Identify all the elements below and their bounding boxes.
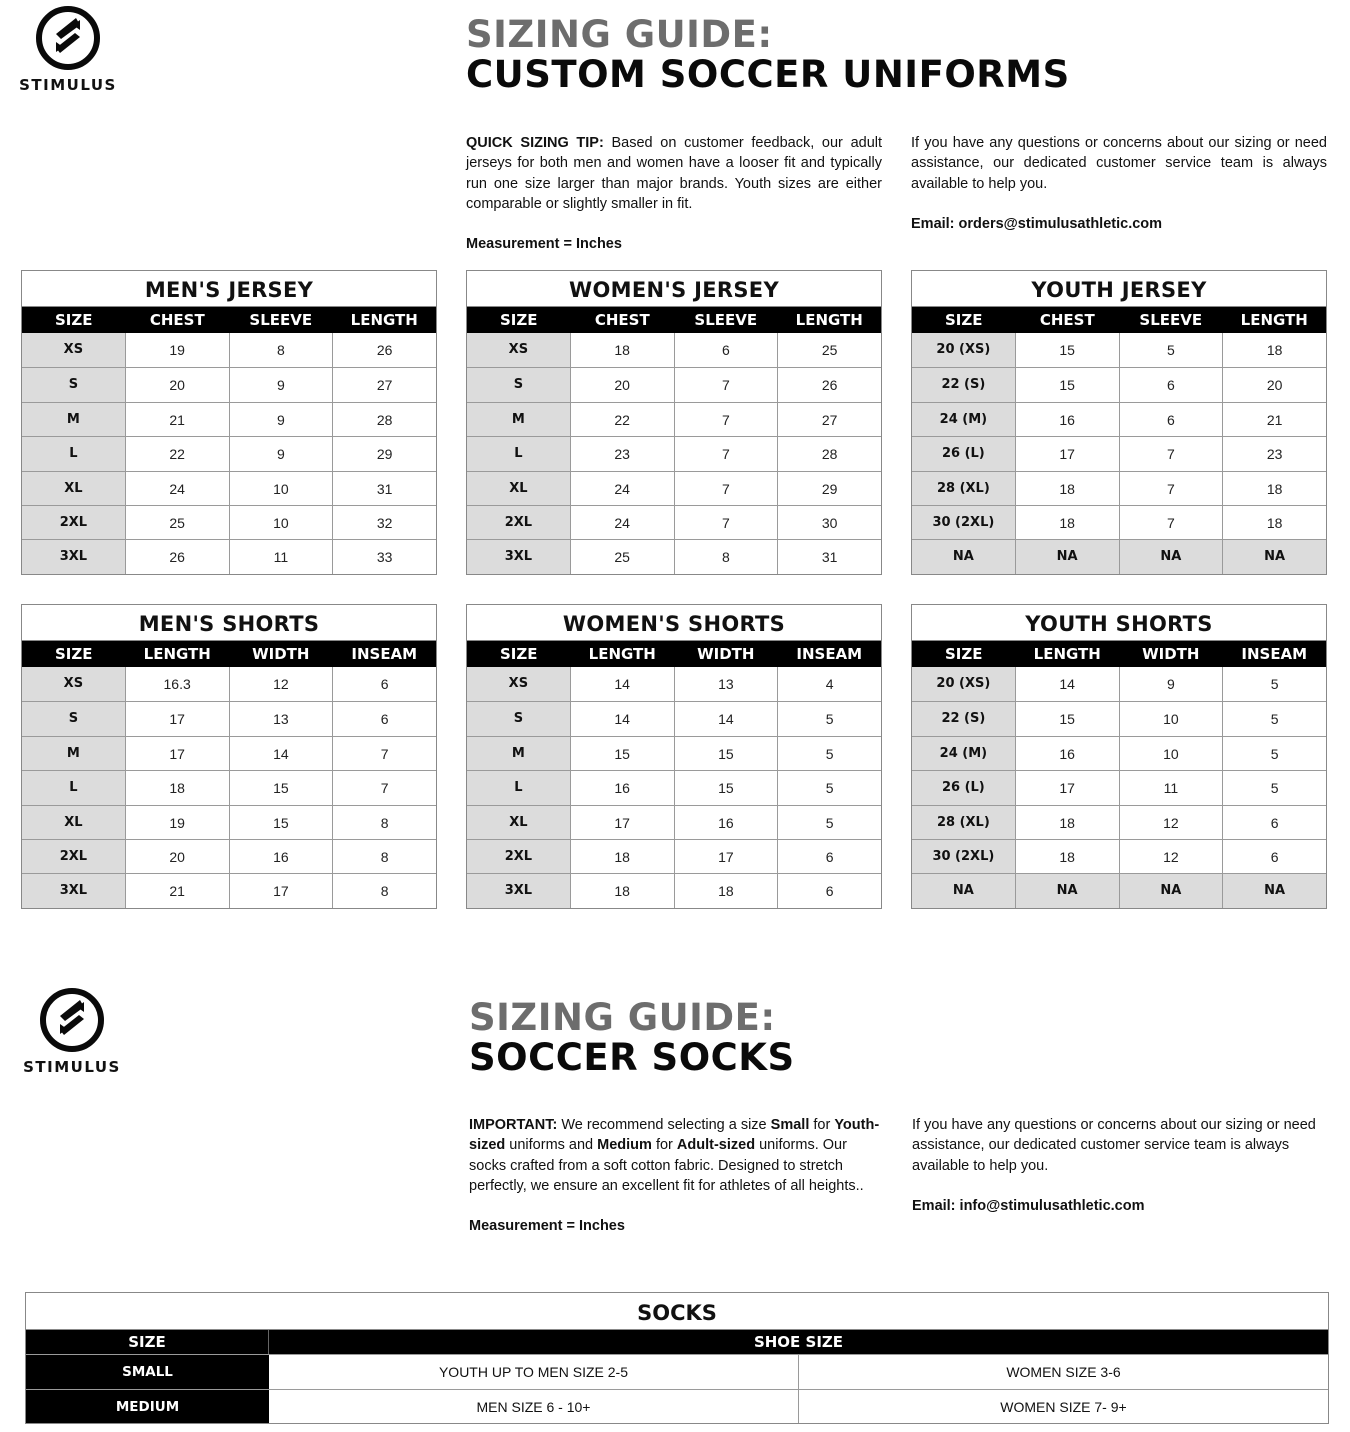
value-cell: 5 <box>1119 333 1223 367</box>
value-cell: 6 <box>1119 403 1223 436</box>
value-cell: 15 <box>570 737 674 770</box>
table-title: YOUTH SHORTS <box>912 605 1326 641</box>
value-cell: 27 <box>777 403 881 436</box>
column-header-length: LENGTH <box>350 311 418 329</box>
value-cell: 7 <box>674 472 778 505</box>
value-cell: 5 <box>777 702 881 735</box>
value-cell: 14 <box>229 737 333 770</box>
value-cell: 27 <box>332 368 436 401</box>
value-cell: 7 <box>1119 437 1223 470</box>
size-cell: 20 (XS) <box>912 667 1015 701</box>
column-header-length: LENGTH <box>1240 311 1308 329</box>
value-cell: 8 <box>332 840 436 873</box>
size-cell: 30 (2XL) <box>912 506 1015 539</box>
table-row <box>912 505 1326 539</box>
socks-title-line2: SOCCER SOCKS <box>469 1036 795 1079</box>
value-cell: 5 <box>1222 702 1326 735</box>
size-cell: 3XL <box>467 540 570 573</box>
table-body <box>912 333 1326 574</box>
uniforms-title <box>466 13 1070 96</box>
value-cell: 12 <box>1119 806 1223 839</box>
value-cell: 7 <box>332 737 436 770</box>
value-cell: 16 <box>570 771 674 804</box>
women-s-jersey-table <box>466 270 882 575</box>
value-cell: 15 <box>229 771 333 804</box>
stimulus-s-logo-icon <box>38 986 106 1054</box>
value-cell: 18 <box>1222 333 1326 367</box>
size-cell: 2XL <box>22 840 125 873</box>
value-cell: 20 <box>125 840 229 873</box>
column-header-size: SIZE <box>944 311 983 329</box>
table-row <box>912 471 1326 505</box>
value-cell: 21 <box>125 874 229 907</box>
value-cell: 8 <box>332 806 436 839</box>
socks-shoe-cell: YOUTH UP TO MEN SIZE 2-5 <box>438 1364 629 1380</box>
socks-header-shoe-size: SHOE SIZE <box>753 1333 844 1351</box>
size-cell: 24 (M) <box>912 737 1015 770</box>
column-header-length: LENGTH <box>143 645 211 663</box>
column-header-length: LENGTH <box>795 311 863 329</box>
value-cell: 18 <box>125 771 229 804</box>
value-cell: 28 <box>332 403 436 436</box>
men-s-jersey-table <box>21 270 437 575</box>
size-cell: XL <box>22 806 125 839</box>
value-cell: 8 <box>332 874 436 907</box>
value-cell: 17 <box>674 840 778 873</box>
size-cell: M <box>22 403 125 436</box>
value-cell: 18 <box>570 333 674 367</box>
value-cell: 7 <box>674 368 778 401</box>
value-cell: 9 <box>229 368 333 401</box>
table-row <box>912 402 1326 436</box>
size-cell: 3XL <box>22 874 125 907</box>
value-cell: 6 <box>1222 840 1326 873</box>
value-cell: 24 <box>570 506 674 539</box>
size-cell: S <box>22 702 125 735</box>
value-cell: 18 <box>570 874 674 907</box>
table-header <box>22 641 436 667</box>
stimulus-s-logo-icon <box>34 4 102 72</box>
value-cell: 5 <box>777 806 881 839</box>
table-body <box>22 333 436 574</box>
value-cell: 10 <box>229 506 333 539</box>
table-row <box>467 471 881 505</box>
table-row <box>22 367 436 401</box>
tip-label: QUICK SIZING TIP: <box>466 135 604 151</box>
table-row <box>467 333 881 367</box>
table-row <box>467 539 881 573</box>
value-cell: 29 <box>332 437 436 470</box>
socks-table-header <box>26 1330 1328 1354</box>
value-cell: 32 <box>332 506 436 539</box>
stimulus-logo-2 <box>22 986 122 1076</box>
column-header-size: SIZE <box>499 311 538 329</box>
value-cell: 9 <box>229 437 333 470</box>
table-row <box>912 839 1326 873</box>
socks-table-title: SOCKS <box>26 1293 1328 1330</box>
column-header-sleeve: SLEEVE <box>694 311 758 329</box>
value-cell: 16 <box>674 806 778 839</box>
table-header <box>912 641 1326 667</box>
size-cell: XS <box>467 667 570 701</box>
table-body <box>912 667 1326 908</box>
value-cell: 12 <box>229 667 333 701</box>
table-row <box>912 873 1326 907</box>
column-header-width: WIDTH <box>1142 645 1200 663</box>
table-row <box>467 402 881 436</box>
size-cell: L <box>22 437 125 470</box>
value-cell: 10 <box>1119 737 1223 770</box>
table-header <box>467 307 881 333</box>
value-cell: 5 <box>1222 667 1326 701</box>
table-row <box>22 471 436 505</box>
table-row <box>22 805 436 839</box>
table-row <box>467 667 881 701</box>
value-cell: 20 <box>125 368 229 401</box>
value-cell: 16 <box>1015 737 1119 770</box>
stimulus-logo <box>18 4 118 94</box>
value-cell: 7 <box>674 437 778 470</box>
value-cell: 7 <box>674 403 778 436</box>
value-cell: 15 <box>1015 702 1119 735</box>
value-cell: 15 <box>674 737 778 770</box>
table-row <box>22 436 436 470</box>
column-header-inseam: INSEAM <box>796 645 863 663</box>
table-row <box>912 436 1326 470</box>
value-cell: 6 <box>332 702 436 735</box>
value-cell: 7 <box>1119 506 1223 539</box>
size-cell: 22 (S) <box>912 368 1015 401</box>
socks-email[interactable]: Email: info@stimulusathletic.com <box>912 1198 1145 1214</box>
brand-name-2: STIMULUS <box>23 1058 121 1076</box>
value-cell: 14 <box>570 702 674 735</box>
column-header-sleeve: SLEEVE <box>1139 311 1203 329</box>
value-cell: 6 <box>777 840 881 873</box>
value-cell: 5 <box>777 737 881 770</box>
table-row <box>912 333 1326 367</box>
socks-title <box>469 996 795 1079</box>
value-cell: 16 <box>229 840 333 873</box>
value-cell: 21 <box>1222 403 1326 436</box>
value-cell: 14 <box>674 702 778 735</box>
table-row <box>467 770 881 804</box>
value-cell: 23 <box>1222 437 1326 470</box>
value-cell: 10 <box>229 472 333 505</box>
column-header-size: SIZE <box>944 645 983 663</box>
column-header-length: LENGTH <box>1033 645 1101 663</box>
size-cell: NA <box>912 540 1015 573</box>
value-cell: NA <box>1015 874 1119 907</box>
value-cell: 18 <box>1015 840 1119 873</box>
value-cell: 22 <box>125 437 229 470</box>
value-cell: NA <box>1119 540 1223 573</box>
table-title: MEN'S SHORTS <box>22 605 436 641</box>
size-cell: 24 (M) <box>912 403 1015 436</box>
table-body <box>467 333 881 574</box>
column-header-length: LENGTH <box>588 645 656 663</box>
socks-shoe-cell: WOMEN SIZE 7- 9+ <box>798 1390 1328 1424</box>
table-row <box>912 805 1326 839</box>
size-cell: S <box>467 368 570 401</box>
table-row <box>22 333 436 367</box>
table-row <box>22 667 436 701</box>
value-cell: 18 <box>674 874 778 907</box>
size-cell: S <box>22 368 125 401</box>
size-cell: XL <box>467 472 570 505</box>
table-row <box>467 701 881 735</box>
value-cell: 5 <box>1222 737 1326 770</box>
table-row <box>22 701 436 735</box>
value-cell: 16.3 <box>125 667 229 701</box>
table-row <box>467 839 881 873</box>
value-cell: 10 <box>1119 702 1223 735</box>
value-cell: 21 <box>125 403 229 436</box>
value-cell: 17 <box>125 737 229 770</box>
value-cell: 31 <box>777 540 881 573</box>
table-row <box>467 367 881 401</box>
table-header <box>912 307 1326 333</box>
size-cell: XL <box>467 806 570 839</box>
table-title: MEN'S JERSEY <box>22 271 436 307</box>
table-row <box>26 1354 1328 1389</box>
value-cell: 9 <box>1119 667 1223 701</box>
size-cell: L <box>22 771 125 804</box>
value-cell: 6 <box>674 333 778 367</box>
table-row <box>467 736 881 770</box>
table-row <box>22 505 436 539</box>
value-cell: 26 <box>125 540 229 573</box>
value-cell: 19 <box>125 333 229 367</box>
size-cell: S <box>467 702 570 735</box>
value-cell: 6 <box>1222 806 1326 839</box>
value-cell: 5 <box>777 771 881 804</box>
table-body <box>22 667 436 908</box>
value-cell: 18 <box>1015 506 1119 539</box>
socks-header-size: SIZE <box>26 1330 269 1354</box>
value-cell: 12 <box>1119 840 1223 873</box>
value-cell: NA <box>1222 874 1326 907</box>
column-header-width: WIDTH <box>252 645 310 663</box>
value-cell: 8 <box>674 540 778 573</box>
socks-shoe-cell: MEN SIZE 6 - 10+ <box>476 1398 591 1415</box>
value-cell: 7 <box>674 506 778 539</box>
size-cell: 30 (2XL) <box>912 840 1015 873</box>
value-cell: NA <box>1015 540 1119 573</box>
socks-measurement: Measurement = Inches <box>469 1218 625 1234</box>
table-row <box>912 701 1326 735</box>
value-cell: 23 <box>570 437 674 470</box>
size-cell: 2XL <box>467 840 570 873</box>
column-header-chest: CHEST <box>1039 311 1095 329</box>
socks-title-line1: SIZING GUIDE: <box>469 996 776 1039</box>
tip-text: Based on customer feedback, our adult jerseys for both men and women have a looser fit and typically run one size larger than major brands. Youth sizes are either comparable or slightly smaller in fit. <box>466 135 883 212</box>
value-cell: 6 <box>1119 368 1223 401</box>
socks-size-cell: MEDIUM <box>26 1390 269 1424</box>
size-cell: XS <box>22 667 125 701</box>
value-cell: 17 <box>570 806 674 839</box>
value-cell: 9 <box>229 403 333 436</box>
column-header-inseam: INSEAM <box>1241 645 1308 663</box>
value-cell: 17 <box>125 702 229 735</box>
socks-size-table <box>25 1292 1329 1424</box>
table-row <box>912 367 1326 401</box>
value-cell: 7 <box>1119 472 1223 505</box>
value-cell: 6 <box>332 667 436 701</box>
size-cell: M <box>467 403 570 436</box>
value-cell: 30 <box>777 506 881 539</box>
value-cell: NA <box>1222 540 1326 573</box>
column-header-size: SIZE <box>54 311 93 329</box>
value-cell: 31 <box>332 472 436 505</box>
size-cell: L <box>467 437 570 470</box>
uniforms-measurement: Measurement = Inches <box>466 236 622 252</box>
value-cell: 17 <box>229 874 333 907</box>
size-cell: 22 (S) <box>912 702 1015 735</box>
table-row <box>22 736 436 770</box>
socks-shoe-cell: WOMEN SIZE 3-6 <box>798 1355 1328 1389</box>
size-cell: XS <box>467 333 570 367</box>
value-cell: 15 <box>1015 333 1119 367</box>
table-row <box>26 1389 1328 1424</box>
column-header-inseam: INSEAM <box>351 645 418 663</box>
value-cell: 15 <box>1015 368 1119 401</box>
uniforms-email[interactable]: Email: orders@stimulusathletic.com <box>911 216 1163 232</box>
value-cell: 18 <box>1015 472 1119 505</box>
value-cell: 4 <box>777 667 881 701</box>
size-cell: XS <box>22 333 125 367</box>
table-body <box>467 667 881 908</box>
value-cell: 15 <box>229 806 333 839</box>
value-cell: 26 <box>332 333 436 367</box>
table-row <box>467 873 881 907</box>
size-cell: 26 (L) <box>912 437 1015 470</box>
size-cell: 3XL <box>467 874 570 907</box>
size-cell: L <box>467 771 570 804</box>
table-row <box>22 873 436 907</box>
value-cell: 18 <box>1222 472 1326 505</box>
table-row <box>912 539 1326 573</box>
value-cell: 17 <box>1015 437 1119 470</box>
table-row <box>22 402 436 436</box>
value-cell: 7 <box>332 771 436 804</box>
value-cell: 15 <box>674 771 778 804</box>
value-cell: 14 <box>570 667 674 701</box>
table-row <box>912 736 1326 770</box>
women-s-shorts-table <box>466 604 882 909</box>
column-header-chest: CHEST <box>149 311 205 329</box>
value-cell: 28 <box>777 437 881 470</box>
value-cell: 25 <box>777 333 881 367</box>
value-cell: 19 <box>125 806 229 839</box>
column-header-sleeve: SLEEVE <box>249 311 313 329</box>
size-cell: NA <box>912 874 1015 907</box>
value-cell: 25 <box>125 506 229 539</box>
value-cell: 13 <box>229 702 333 735</box>
value-cell: NA <box>1119 874 1223 907</box>
youth-jersey-table <box>911 270 1327 575</box>
size-cell: 28 (XL) <box>912 472 1015 505</box>
table-row <box>912 770 1326 804</box>
table-title: WOMEN'S SHORTS <box>467 605 881 641</box>
value-cell: 11 <box>229 540 333 573</box>
size-cell: M <box>467 737 570 770</box>
size-cell: M <box>22 737 125 770</box>
value-cell: 20 <box>570 368 674 401</box>
uniforms-sizing-tip <box>466 133 882 214</box>
table-row <box>22 539 436 573</box>
value-cell: 16 <box>1015 403 1119 436</box>
size-cell: 3XL <box>22 540 125 573</box>
value-cell: 5 <box>1222 771 1326 804</box>
value-cell: 17 <box>1015 771 1119 804</box>
table-row <box>467 805 881 839</box>
size-cell: XL <box>22 472 125 505</box>
size-cell: 20 (XS) <box>912 333 1015 367</box>
uniforms-contact-text: If you have any questions or concerns about our sizing or need assistance, our dedicated customer service team is always available to help you. <box>911 135 1327 192</box>
value-cell: 22 <box>570 403 674 436</box>
table-row <box>467 505 881 539</box>
value-cell: 8 <box>229 333 333 367</box>
value-cell: 11 <box>1119 771 1223 804</box>
uniforms-title-line1: SIZING GUIDE: <box>466 13 773 56</box>
value-cell: 24 <box>125 472 229 505</box>
value-cell: 24 <box>570 472 674 505</box>
table-row <box>467 436 881 470</box>
value-cell: 25 <box>570 540 674 573</box>
size-cell: 2XL <box>467 506 570 539</box>
men-s-shorts-table <box>21 604 437 909</box>
value-cell: 6 <box>777 874 881 907</box>
size-cell: 2XL <box>22 506 125 539</box>
table-header <box>467 641 881 667</box>
table-header <box>22 307 436 333</box>
table-title: WOMEN'S JERSEY <box>467 271 881 307</box>
column-header-width: WIDTH <box>697 645 755 663</box>
table-row <box>22 839 436 873</box>
column-header-chest: CHEST <box>594 311 650 329</box>
uniforms-title-line2: CUSTOM SOCCER UNIFORMS <box>466 53 1070 96</box>
table-title: YOUTH JERSEY <box>912 271 1326 307</box>
value-cell: 26 <box>777 368 881 401</box>
youth-shorts-table <box>911 604 1327 909</box>
size-cell: 26 (L) <box>912 771 1015 804</box>
socks-size-cell: SMALL <box>26 1355 269 1389</box>
table-row <box>912 667 1326 701</box>
socks-contact-text: If you have any questions or concerns about our sizing or need assistance, our dedicated customer service team is always available to help you. <box>912 1117 1316 1174</box>
value-cell: 29 <box>777 472 881 505</box>
socks-important-text: IMPORTANT: We recommend selecting a size Small for Youth-sized uniforms and Medium for Adult-sized uniforms. Our socks crafted from a soft cotton fabric. Designed to stretch perfectly, we ensure an excellent fit for athletes of all heights.. <box>469 1117 880 1194</box>
value-cell: 18 <box>1222 506 1326 539</box>
value-cell: 20 <box>1222 368 1326 401</box>
value-cell: 33 <box>332 540 436 573</box>
table-row <box>22 770 436 804</box>
brand-name: STIMULUS <box>19 76 117 94</box>
value-cell: 14 <box>1015 667 1119 701</box>
value-cell: 18 <box>570 840 674 873</box>
column-header-size: SIZE <box>54 645 93 663</box>
value-cell: 18 <box>1015 806 1119 839</box>
column-header-size: SIZE <box>499 645 538 663</box>
size-cell: 28 (XL) <box>912 806 1015 839</box>
value-cell: 13 <box>674 667 778 701</box>
